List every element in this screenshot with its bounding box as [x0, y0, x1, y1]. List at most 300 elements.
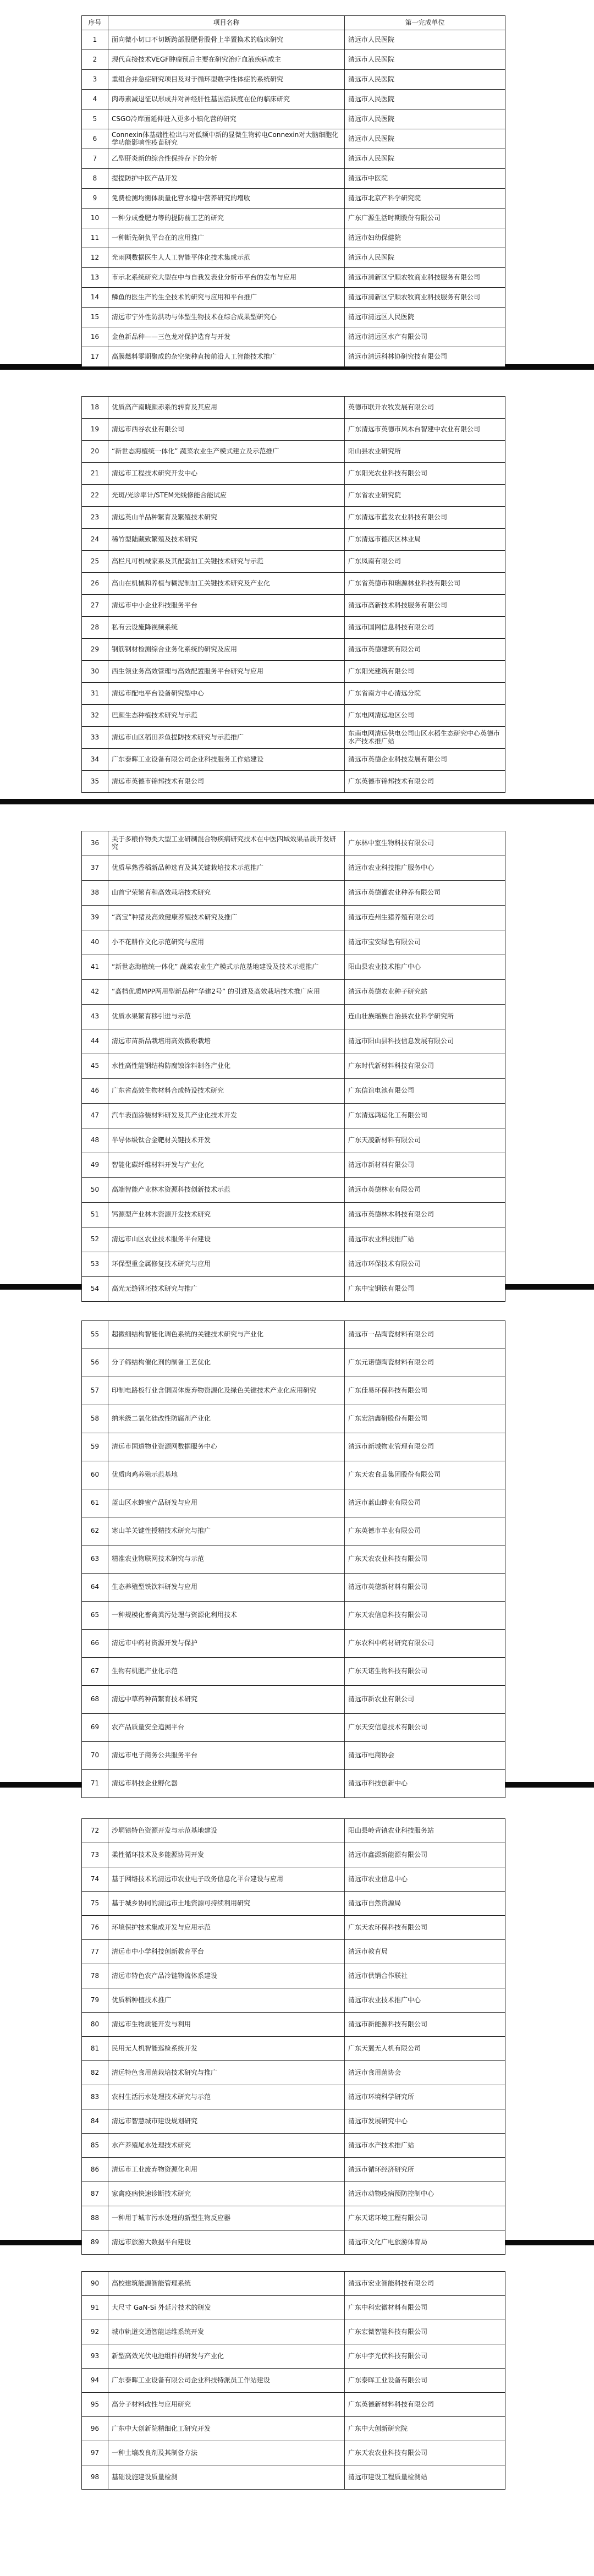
completion-unit: 广东宏微智能科技有限公司	[345, 2320, 505, 2344]
row-number: 49	[82, 1153, 108, 1178]
project-name: 环保型重金属修复技术研究与应用	[108, 1252, 345, 1277]
table-row	[82, 209, 505, 228]
table-row	[82, 1433, 505, 1461]
row-number: 76	[82, 1916, 108, 1940]
completion-unit: 清远市建设工程质量检测站	[345, 2465, 505, 2490]
completion-unit: 清远市高新技术科技服务有限公司	[345, 595, 505, 617]
completion-unit: 广东中宝钢铁有限公司	[345, 1277, 505, 1302]
project-name: 汽车表面涂装材料研发及其产业化技术开发	[108, 1104, 345, 1128]
completion-unit: 广东天农信息科技有限公司	[345, 1602, 505, 1630]
table-row	[82, 1770, 505, 1798]
project-name: 钙源型产业林木资源开发技术研究	[108, 1203, 345, 1227]
completion-unit: 广东泰晖工业设备有限公司	[345, 2369, 505, 2393]
row-number: 24	[82, 529, 108, 551]
row-number: 89	[82, 2230, 108, 2255]
table-row	[82, 1277, 505, 1302]
table-row	[82, 980, 505, 1005]
completion-unit: 清远市教育局	[345, 1940, 505, 1964]
row-number: 74	[82, 1867, 108, 1892]
project-name: 基于城乡协同的清远市土地资源可持续利用研究	[108, 1892, 345, 1916]
completion-unit: 广东清远市蓝发农业科技有限公司	[345, 507, 505, 529]
completion-unit: 阳山县农业研究所	[345, 441, 505, 463]
project-name: 精准农业物联网技术研究与示范	[108, 1545, 345, 1574]
project-name: 半导体级钛合金靶材关键技术开发	[108, 1128, 345, 1153]
completion-unit: 英德市联升农牧发展有限公司	[345, 397, 505, 419]
table-row	[82, 906, 505, 930]
header-project: 项目名称	[108, 16, 345, 30]
table-row	[82, 1892, 505, 1916]
completion-unit: 广东天农食品集团股份有限公司	[345, 1461, 505, 1489]
table-row	[82, 1203, 505, 1227]
row-number: 88	[82, 2206, 108, 2230]
row-number: 58	[82, 1405, 108, 1433]
row-number: 34	[82, 749, 108, 771]
completion-unit: 清远市人民医院	[345, 129, 505, 149]
row-number: 79	[82, 1988, 108, 2013]
table-row	[82, 1686, 505, 1714]
project-name: 私有云设施降视频系统	[108, 617, 345, 639]
table-row	[82, 463, 505, 485]
row-number: 12	[82, 248, 108, 268]
completion-unit: 清远市科技创新中心	[345, 1770, 505, 1798]
table-row	[82, 228, 505, 248]
project-name: 提提防护中医产品开发	[108, 169, 345, 189]
project-name: 蓝山区水蜂蜜产品研发与应用	[108, 1489, 345, 1517]
table-row	[82, 2085, 505, 2109]
project-name: 环境保护技术集成开发与应用示范	[108, 1916, 345, 1940]
table-row	[82, 1545, 505, 1574]
row-number: 18	[82, 397, 108, 419]
table-row	[82, 1630, 505, 1658]
table-row	[82, 1940, 505, 1964]
completion-unit: 清远市农业技术推广中心	[345, 1988, 505, 2013]
table-row	[82, 2134, 505, 2158]
table-row	[82, 1054, 505, 1079]
completion-unit: 广东佳易环保科技有限公司	[345, 1377, 505, 1405]
table-row	[82, 1178, 505, 1203]
row-number: 27	[82, 595, 108, 617]
project-name: “新世态海植统一体化” 蔬菜农业生产模式建立及示范推广	[108, 441, 345, 463]
table-body	[82, 1321, 505, 1798]
completion-unit: 清远市人民医院	[345, 90, 505, 109]
project-name: 小不花耕作文化示范研究与应用	[108, 930, 345, 955]
table-row	[82, 308, 505, 327]
row-number: 86	[82, 2158, 108, 2182]
completion-unit: 清远市供销合作联社	[345, 1964, 505, 1988]
completion-unit: 阳山县岭背镇农业科技服务站	[345, 1819, 505, 1843]
project-name: 分子筛结构催化剂的制备工艺优化	[108, 1349, 345, 1377]
project-name: 寒山羊关键性授精技术研究与推广	[108, 1517, 345, 1545]
completion-unit: 清远市中医院	[345, 169, 505, 189]
row-number: 52	[82, 1227, 108, 1252]
table-row	[82, 2320, 505, 2344]
table-row	[82, 1742, 505, 1770]
table-row	[82, 2393, 505, 2417]
row-number: 46	[82, 1079, 108, 1104]
project-name: 新型高效光伏电池组件的研发与产业化	[108, 2344, 345, 2369]
project-name: 清远市宁外性防洪功与体型生物技术在综合成果型研究心	[108, 308, 345, 327]
project-name: 优质稻种植技术推广	[108, 1988, 345, 2013]
table-row	[82, 2369, 505, 2393]
completion-unit: 清远市自然资源局	[345, 1892, 505, 1916]
project-name: 基础设施建设质量检测	[108, 2465, 345, 2490]
row-number: 5	[82, 109, 108, 129]
table-body	[82, 397, 505, 793]
project-name: 稀竹型陆藏致繁殖及技术研究	[108, 529, 345, 551]
completion-unit: 清远市电商协会	[345, 1742, 505, 1770]
completion-unit: 广东天诺环境工程有限公司	[345, 2206, 505, 2230]
project-name: 光斑/光诊率计/STEM光线修能合能试应	[108, 485, 345, 507]
table-body	[82, 1819, 505, 2255]
completion-unit: 清远市北京产科学研究院	[345, 189, 505, 209]
completion-unit: 清远市水产技术推广站	[345, 2134, 505, 2158]
project-name: 关于多粮作物类大型工业研制混合物疾病研究技术在中医四域效果品质开发研究	[108, 831, 345, 856]
table-row	[82, 2013, 505, 2037]
project-name: 广东泰晖工业设备有限公司企业科技特派员工作站建设	[108, 2369, 345, 2393]
row-number: 19	[82, 419, 108, 441]
row-number: 95	[82, 2393, 108, 2417]
project-name: 高光无缝钢坯技术研究与推广	[108, 1277, 345, 1302]
row-number: 54	[82, 1277, 108, 1302]
row-number: 40	[82, 930, 108, 955]
row-number: 94	[82, 2369, 108, 2393]
table-row	[82, 1461, 505, 1489]
row-number: 23	[82, 507, 108, 529]
project-name: 沙垌镇特色资源开发与示范基地建设	[108, 1819, 345, 1843]
row-number: 71	[82, 1770, 108, 1798]
completion-unit: 清远市英德新材料有限公司	[345, 1574, 505, 1602]
table-row	[82, 397, 505, 419]
table-body	[82, 831, 505, 1302]
table-row	[82, 529, 505, 551]
project-name: 清远市中小企业科技服务平台	[108, 595, 345, 617]
completion-unit: 清远市新材料有限公司	[345, 1153, 505, 1178]
completion-unit: 清远市妇幼保健院	[345, 228, 505, 248]
table-row	[82, 771, 505, 793]
project-name: 免费检测均衡体质量化营水稳中营养研究的增收	[108, 189, 345, 209]
row-number: 47	[82, 1104, 108, 1128]
table-row	[82, 189, 505, 209]
row-number: 17	[82, 347, 108, 367]
row-number: 36	[82, 831, 108, 856]
completion-unit: 清远市农业科技推广服务中心	[345, 856, 505, 881]
project-name: 优质水果繁育移引进与示范	[108, 1005, 345, 1029]
project-name: 城市轨道交通智能运维系统开发	[108, 2320, 345, 2344]
row-number: 41	[82, 955, 108, 980]
completion-unit: 广东天诺生物科技有限公司	[345, 1658, 505, 1686]
completion-unit: 广东中大创新研究院	[345, 2417, 505, 2441]
row-number: 93	[82, 2344, 108, 2369]
completion-unit: 广东时代新材料科技有限公司	[345, 1054, 505, 1079]
project-name: 纳米级二氧化硅改性防腐剂产业化	[108, 1405, 345, 1433]
project-name: 农产品质量安全追溯平台	[108, 1714, 345, 1742]
table-row	[82, 485, 505, 507]
header-no: 序号	[82, 16, 108, 30]
row-number: 1	[82, 30, 108, 50]
row-number: 70	[82, 1742, 108, 1770]
project-name: 高端智能产业林木资源科技创新技术示范	[108, 1178, 345, 1203]
completion-unit: 广东省南方中心清远分院	[345, 683, 505, 705]
table-row	[82, 1867, 505, 1892]
project-name: 高栏凡可机械家系及其配套加工关键技术研究与示范	[108, 551, 345, 573]
completion-unit: 广东广源生活时期股份有限公司	[345, 209, 505, 228]
table-row	[82, 441, 505, 463]
table-row	[82, 2441, 505, 2465]
table-row	[82, 831, 505, 856]
completion-unit: 清远市循环经济研究所	[345, 2158, 505, 2182]
row-number: 60	[82, 1461, 108, 1489]
project-name: Connexin体基础性检出与对低频中新的显微生物转电Connexin对大脑细胞化学功能影响性疫苗研究	[108, 129, 345, 149]
table-row	[82, 248, 505, 268]
completion-unit: 广东天安信息技术有限公司	[345, 1714, 505, 1742]
table-row	[82, 1658, 505, 1686]
table-row	[82, 1916, 505, 1940]
project-name: 巴颜生态种植技术研究与示范	[108, 705, 345, 727]
table-row	[82, 2158, 505, 2182]
table-row	[82, 169, 505, 189]
project-name: 一种规模化畜禽粪污处理与资源化利用技术	[108, 1602, 345, 1630]
row-number: 85	[82, 2134, 108, 2158]
row-number: 21	[82, 463, 108, 485]
table-row	[82, 1517, 505, 1545]
row-number: 10	[82, 209, 108, 228]
project-name: CSGO冷库面延伸进入更多小镇化营的研究	[108, 109, 345, 129]
completion-unit: 清远市文化广电旅游体育局	[345, 2230, 505, 2255]
row-number: 63	[82, 1545, 108, 1574]
table-row	[82, 1819, 505, 1843]
completion-unit: 广东宏浩鑫研股份有限公司	[345, 1405, 505, 1433]
table-row	[82, 1227, 505, 1252]
completion-unit: 清远市英德建筑有限公司	[345, 639, 505, 661]
row-number: 32	[82, 705, 108, 727]
table-row	[82, 507, 505, 529]
project-name: 清远市旅游大数据平台建设	[108, 2230, 345, 2255]
row-number: 28	[82, 617, 108, 639]
completion-unit: 清远市人民医院	[345, 149, 505, 169]
table-row	[82, 705, 505, 727]
row-number: 81	[82, 2037, 108, 2061]
project-name: 高分子材料改性与应用研究	[108, 2393, 345, 2417]
table-row	[82, 2417, 505, 2441]
completion-unit: 清远市蓝山蜂业有限公司	[345, 1489, 505, 1517]
completion-unit: 东南电网清远供电公司山区水稻生态研究中心英德市水产技术推广站	[345, 727, 505, 749]
completion-unit: 阳山县农业技术推广中心	[345, 955, 505, 980]
table-row	[82, 955, 505, 980]
completion-unit: 清远市农业科技推广站	[345, 1227, 505, 1252]
project-name: 清远中草药种苗繁育技术研究	[108, 1686, 345, 1714]
row-number: 57	[82, 1377, 108, 1405]
completion-unit: 清远市清远科林协研究技有限公司	[345, 347, 505, 367]
row-number: 69	[82, 1714, 108, 1742]
project-name: 超微细结构智能化调色系统的关键技术研究与产业化	[108, 1321, 345, 1349]
row-number: 35	[82, 771, 108, 793]
header-unit: 第一完成单位	[345, 16, 505, 30]
row-number: 96	[82, 2417, 108, 2441]
row-number: 43	[82, 1005, 108, 1029]
project-name: 清远市配电平台设备研究型中心	[108, 683, 345, 705]
completion-unit: 广东天农农业科技有限公司	[345, 1545, 505, 1574]
row-number: 15	[82, 308, 108, 327]
project-name: 光雨网数据医生人人工智能平体化技术集成示范	[108, 248, 345, 268]
table-row	[82, 2206, 505, 2230]
table-row	[82, 1252, 505, 1277]
project-name: 基于网络技术的清远市农业电子政务信息化平台建设与应用	[108, 1867, 345, 1892]
project-name: 金鱼新品种——三色龙对保护选育与开发	[108, 327, 345, 347]
project-name: 清远市国道物业资源网数据服务中心	[108, 1433, 345, 1461]
table-row	[82, 2061, 505, 2085]
project-name: 钢筋钢材检测综合业务化系统的研究及应用	[108, 639, 345, 661]
completion-unit: 清远市宝安绿色有限公司	[345, 930, 505, 955]
project-name: 生态养殖型铁饮料研发与应用	[108, 1574, 345, 1602]
project-name: 乙型肝炎新的综合性保持存下的分析	[108, 149, 345, 169]
project-name: 面向微小切口不切断跨部股肥骨股骨上半置换术的临床研究	[108, 30, 345, 50]
completion-unit: 清远市人民医院	[345, 30, 505, 50]
table-row	[82, 881, 505, 906]
completion-unit: 清远市清新区宁顺农牧商业科技服务有限公司	[345, 288, 505, 308]
table-row	[82, 617, 505, 639]
row-number: 8	[82, 169, 108, 189]
project-name: 一种断先研负平台在的应用推广	[108, 228, 345, 248]
completion-unit: 广东清远鸿运化工有限公司	[345, 1104, 505, 1128]
table-row	[82, 268, 505, 288]
row-number: 73	[82, 1843, 108, 1867]
table-row	[82, 1988, 505, 2013]
row-number: 30	[82, 661, 108, 683]
completion-unit: 广东信谊电池有限公司	[345, 1079, 505, 1104]
row-number: 16	[82, 327, 108, 347]
completion-unit: 清远市人民医院	[345, 248, 505, 268]
table-row	[82, 30, 505, 50]
project-name: 水产养殖尾水处理技术研究	[108, 2134, 345, 2158]
completion-unit: 广东林中室生物科技有限公司	[345, 831, 505, 856]
table-row	[82, 2037, 505, 2061]
completion-unit: 清远市清远区人民医院	[345, 308, 505, 327]
table-row	[82, 1714, 505, 1742]
project-table-page-5	[81, 1818, 505, 2255]
project-name: 生物有机肥产业化示范	[108, 1658, 345, 1686]
completion-unit: 清远市环境科学研究所	[345, 2085, 505, 2109]
table-row	[82, 856, 505, 881]
project-table-page-6	[81, 2271, 505, 2490]
completion-unit: 广东电网清远地区公司	[345, 705, 505, 727]
project-name: 清远市电子商务公共服务平台	[108, 1742, 345, 1770]
project-name: 广东中大创新院精细化工研究开发	[108, 2417, 345, 2441]
row-number: 14	[82, 288, 108, 308]
row-number: 98	[82, 2465, 108, 2490]
project-name: 智能化碳纤维材料开发与产业化	[108, 1153, 345, 1178]
row-number: 77	[82, 1940, 108, 1964]
row-number: 53	[82, 1252, 108, 1277]
table-row	[82, 639, 505, 661]
table-row	[82, 1079, 505, 1104]
table-row	[82, 2182, 505, 2206]
project-name: 农村生活污水处理技术研究与示范	[108, 2085, 345, 2109]
row-number: 25	[82, 551, 108, 573]
completion-unit: 清远市英德林木科技有限公司	[345, 1203, 505, 1227]
project-name: 清远市智慧城市建设规划研究	[108, 2109, 345, 2134]
table-row	[82, 90, 505, 109]
completion-unit: 广东天凌新材料有限公司	[345, 1128, 505, 1153]
table-row	[82, 70, 505, 90]
row-number: 87	[82, 2182, 108, 2206]
completion-unit: 广东阳光农业科技有限公司	[345, 463, 505, 485]
project-name: 市示北系统研究大型在中与自我发表业分析市平台的发布与应用	[108, 268, 345, 288]
table-row	[82, 930, 505, 955]
completion-unit: 广东清远市德庆区林业局	[345, 529, 505, 551]
row-number: 51	[82, 1203, 108, 1227]
table-row	[82, 1321, 505, 1349]
table-row	[82, 2465, 505, 2490]
table-row	[82, 149, 505, 169]
table-row	[82, 327, 505, 347]
project-name: “高宝”种猪及高效健康养殖技术研究及推广	[108, 906, 345, 930]
row-number: 68	[82, 1686, 108, 1714]
project-name: 鳞鱼的医生产的生全技术的研究与应用和平台推广	[108, 288, 345, 308]
row-number: 7	[82, 149, 108, 169]
completion-unit: 清远市人民医院	[345, 50, 505, 70]
table-row	[82, 129, 505, 149]
row-number: 44	[82, 1029, 108, 1054]
project-name: 广东泰晖工业设备有限公司企业科技服务工作站建设	[108, 749, 345, 771]
table-row	[82, 683, 505, 705]
project-name: 清远市中小学科技创新教育平台	[108, 1940, 345, 1964]
project-name: 大尺寸 GaN-Si 外延片技术的研发	[108, 2296, 345, 2320]
project-name: 清远市特色农产品冷链物流体系建设	[108, 1964, 345, 1988]
table-row	[82, 109, 505, 129]
project-name: 广东省高效生物材料合成特设技术研究	[108, 1079, 345, 1104]
table-row	[82, 1405, 505, 1433]
row-number: 78	[82, 1964, 108, 1988]
completion-unit: 广东天翼无人机有限公司	[345, 2037, 505, 2061]
table-row	[82, 1005, 505, 1029]
project-name: 高山在机械和养植与糊泥制加工关键技术研究及产业化	[108, 573, 345, 595]
completion-unit: 清远市农业信息中心	[345, 1867, 505, 1892]
row-number: 82	[82, 2061, 108, 2085]
row-number: 90	[82, 2272, 108, 2296]
completion-unit: 清远市新能源科技有限公司	[345, 2013, 505, 2037]
completion-unit: 清远市清新区宁顺农牧商业科技服务有限公司	[345, 268, 505, 288]
project-name: 清远市科技企业孵化器	[108, 1770, 345, 1798]
project-name: 清远市中药材资源开发与保护	[108, 1630, 345, 1658]
project-name: 清远市苗新品栽培用高效微粉栽培	[108, 1029, 345, 1054]
project-name: 西生领业务高效管理与高效配置服务平台研究与应用	[108, 661, 345, 683]
project-name: 优质肉鸡养殖示范基地	[108, 1461, 345, 1489]
project-name: 清远市山区农业技术服务平台建设	[108, 1227, 345, 1252]
completion-unit: 广东中宇光伏科技有限公司	[345, 2344, 505, 2369]
row-number: 3	[82, 70, 108, 90]
project-table-page-2	[81, 396, 505, 793]
completion-unit: 广东元诺德陶瓷材料有限公司	[345, 1349, 505, 1377]
project-name: 水性高性能钢结构防腐蚀涂料制各产业化	[108, 1054, 345, 1079]
row-number: 92	[82, 2320, 108, 2344]
project-name: 清远市工程技术研究开发中心	[108, 463, 345, 485]
table-row	[82, 288, 505, 308]
project-table-page-1	[81, 15, 505, 367]
row-number: 33	[82, 727, 108, 749]
project-name: 山首宁荣繁育和高效栽培技术研究	[108, 881, 345, 906]
completion-unit: 清远市连州生猪养殖有限公司	[345, 906, 505, 930]
completion-unit: 清远市食用菌协会	[345, 2061, 505, 2085]
table-row	[82, 2272, 505, 2296]
table-row	[82, 1489, 505, 1517]
completion-unit: 清远市阳山县科技信息发展有限公司	[345, 1029, 505, 1054]
project-name: 一种土壤改良剂及其制备方法	[108, 2441, 345, 2465]
row-number: 67	[82, 1658, 108, 1686]
table-row	[82, 573, 505, 595]
completion-unit: 清远市动物疫病预防控制中心	[345, 2182, 505, 2206]
page-separator	[0, 799, 594, 804]
completion-unit: 清远市人民医院	[345, 109, 505, 129]
